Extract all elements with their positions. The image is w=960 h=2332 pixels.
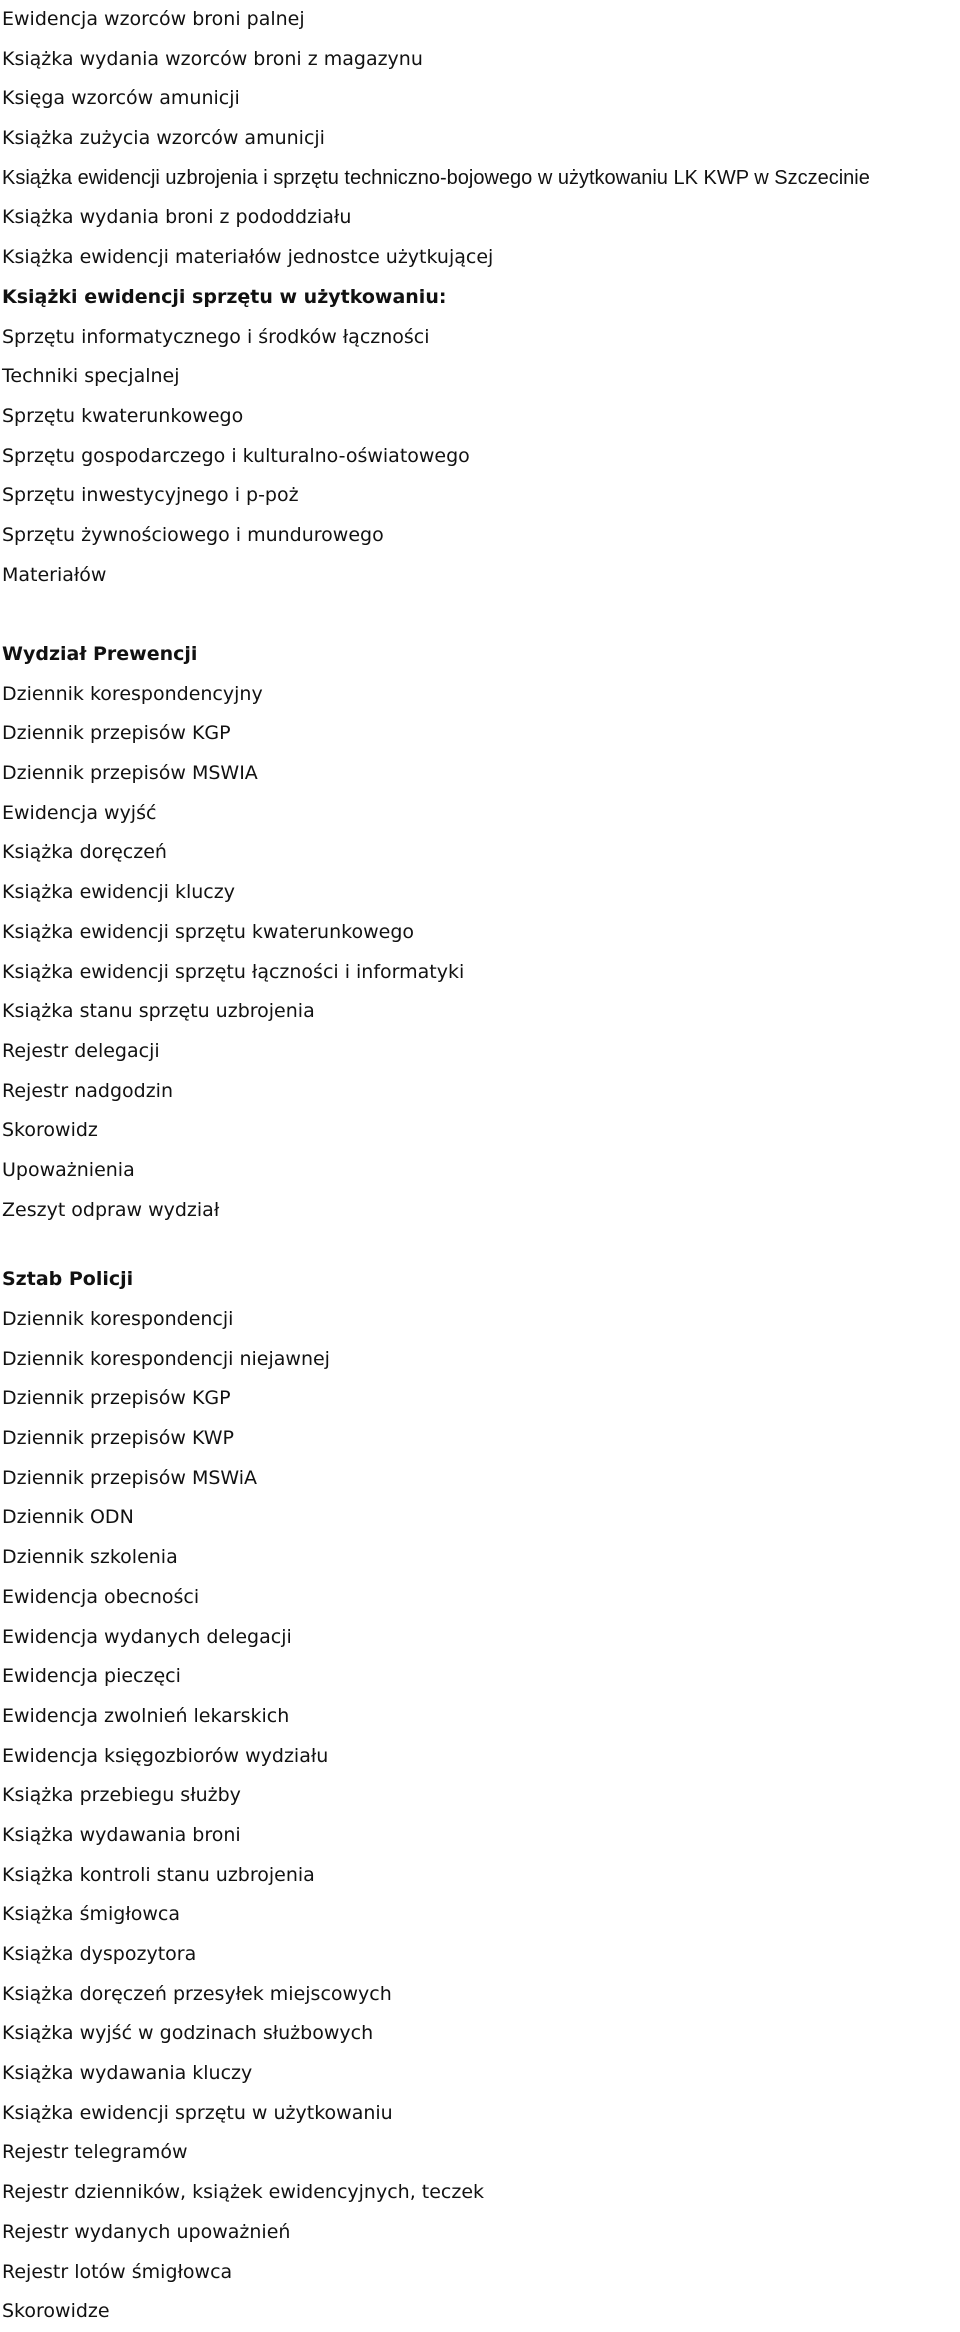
list-item: Książka ewidencji sprzętu w użytkowaniu [2, 2101, 393, 2124]
list-item: Książka dyspozytora [2, 1943, 197, 1965]
list-item: Ewidencja wzorców broni palnej [2, 8, 305, 30]
list-item: Sprzętu żywnościowego i mundurowego [2, 523, 384, 546]
list-item: Dziennik przepisów MSWiA [2, 1466, 258, 1489]
list-item: Książka doręczeń przesyłek miejscowych [2, 1982, 392, 2005]
equipment-section [2, 278, 960, 596]
list-item: Książka doręczeń [2, 841, 167, 864]
list-item: Książka wydania broni z pododdziału [2, 206, 352, 229]
list-item: Ewidencja zwolnień lekarskich [2, 1704, 290, 1727]
list-item: Techniki specjalnej [2, 365, 180, 388]
section-spacer [2, 1230, 960, 1260]
list-item: Dziennik szkolenia [2, 1546, 178, 1569]
list-item: Dziennik przepisów KGP [2, 722, 231, 745]
section-heading: Sztab Policji [2, 1268, 134, 1291]
list-item: Książka ewidencji sprzętu kwaterunkowego [2, 920, 414, 943]
list-item: Książka śmigłowca [2, 1903, 181, 1926]
list-item: Książka kontroli stanu uzbrojenia [2, 1863, 315, 1886]
list-item: Zeszyt odpraw wydział [2, 1198, 220, 1221]
list-item: Ewidencja księgozbiorów wydziału [2, 1744, 329, 1767]
list-item: Upoważnienia [2, 1158, 135, 1181]
list-item: Dziennik korespondencyjny [2, 682, 263, 705]
list-item: Skorowidz [2, 1119, 98, 1142]
list-item: Książka ewidencji sprzętu łączności i informatyki [2, 960, 465, 983]
list-item: Dziennik ODN [2, 1506, 134, 1529]
list-item: Rejestr dzienników, książek ewidencyjnych, teczek [2, 2181, 485, 2204]
section-heading: Wydział Prewencji [2, 643, 198, 665]
list-item: Książka przebiegu służby [2, 1784, 241, 1807]
list-item: Skorowidze [2, 2300, 110, 2323]
list-item: Książka stanu sprzętu uzbrojenia [2, 1000, 315, 1023]
list-item: Rejestr wydanych upoważnień [2, 2220, 291, 2243]
list-item: Dziennik przepisów KWP [2, 1427, 234, 1450]
list-item: Dziennik korespondencji niejawnej [2, 1347, 330, 1370]
list-item: Rejestr nadgodzin [2, 1079, 173, 1102]
list-item: Sprzętu gospodarczego i kulturalno-oświatowego [2, 444, 470, 467]
list-item: Ewidencja wydanych delegacji [2, 1625, 292, 1648]
list-item: Książka wyjść w godzinach służbowych [2, 2022, 374, 2045]
list-item: Książka ewidencji materiałów jednostce użytkującej [2, 246, 494, 269]
list-item: Dziennik przepisów MSWIA [2, 762, 258, 785]
list-item: Księga wzorców amunicji [2, 87, 240, 110]
list-item: Ewidencja wyjść [2, 801, 157, 824]
prevention-section [2, 635, 960, 1230]
section-heading: Książki ewidencji sprzętu w użytkowaniu: [2, 285, 447, 308]
list-item: Sprzętu inwestycyjnego i p-poż [2, 484, 299, 507]
list-item: Rejestr telegramów [2, 2141, 188, 2164]
list-item: Sprzętu kwaterunkowego [2, 404, 244, 427]
list-item: Sprzętu informatycznego i środków łączności [2, 325, 430, 348]
intro-list [2, 0, 960, 278]
list-item: Książka ewidencji uzbrojenia i sprzętu techniczno-bojowego w użytkowaniu LK KWP w Szczecinie [2, 166, 870, 189]
list-item: Książka zużycia wzorców amunicji [2, 127, 325, 150]
list-item: Książka wydawania broni [2, 1823, 241, 1846]
list-item: Materiałów [2, 563, 107, 586]
staff-section [2, 1260, 960, 2332]
list-item: Rejestr lotów śmigłowca [2, 2260, 233, 2283]
list-item: Ewidencja obecności [2, 1585, 200, 1608]
list-item: Dziennik przepisów KGP [2, 1387, 231, 1410]
list-item: Książka wydania wzorców broni z magazynu [2, 47, 423, 70]
list-item: Ewidencja pieczęci [2, 1665, 181, 1688]
list-item: Książka wydawania kluczy [2, 2062, 253, 2085]
list-item: Książka ewidencji kluczy [2, 881, 235, 904]
section-spacer [2, 595, 960, 635]
list-item: Rejestr delegacji [2, 1039, 160, 1062]
list-item: Dziennik korespondencji [2, 1308, 234, 1330]
